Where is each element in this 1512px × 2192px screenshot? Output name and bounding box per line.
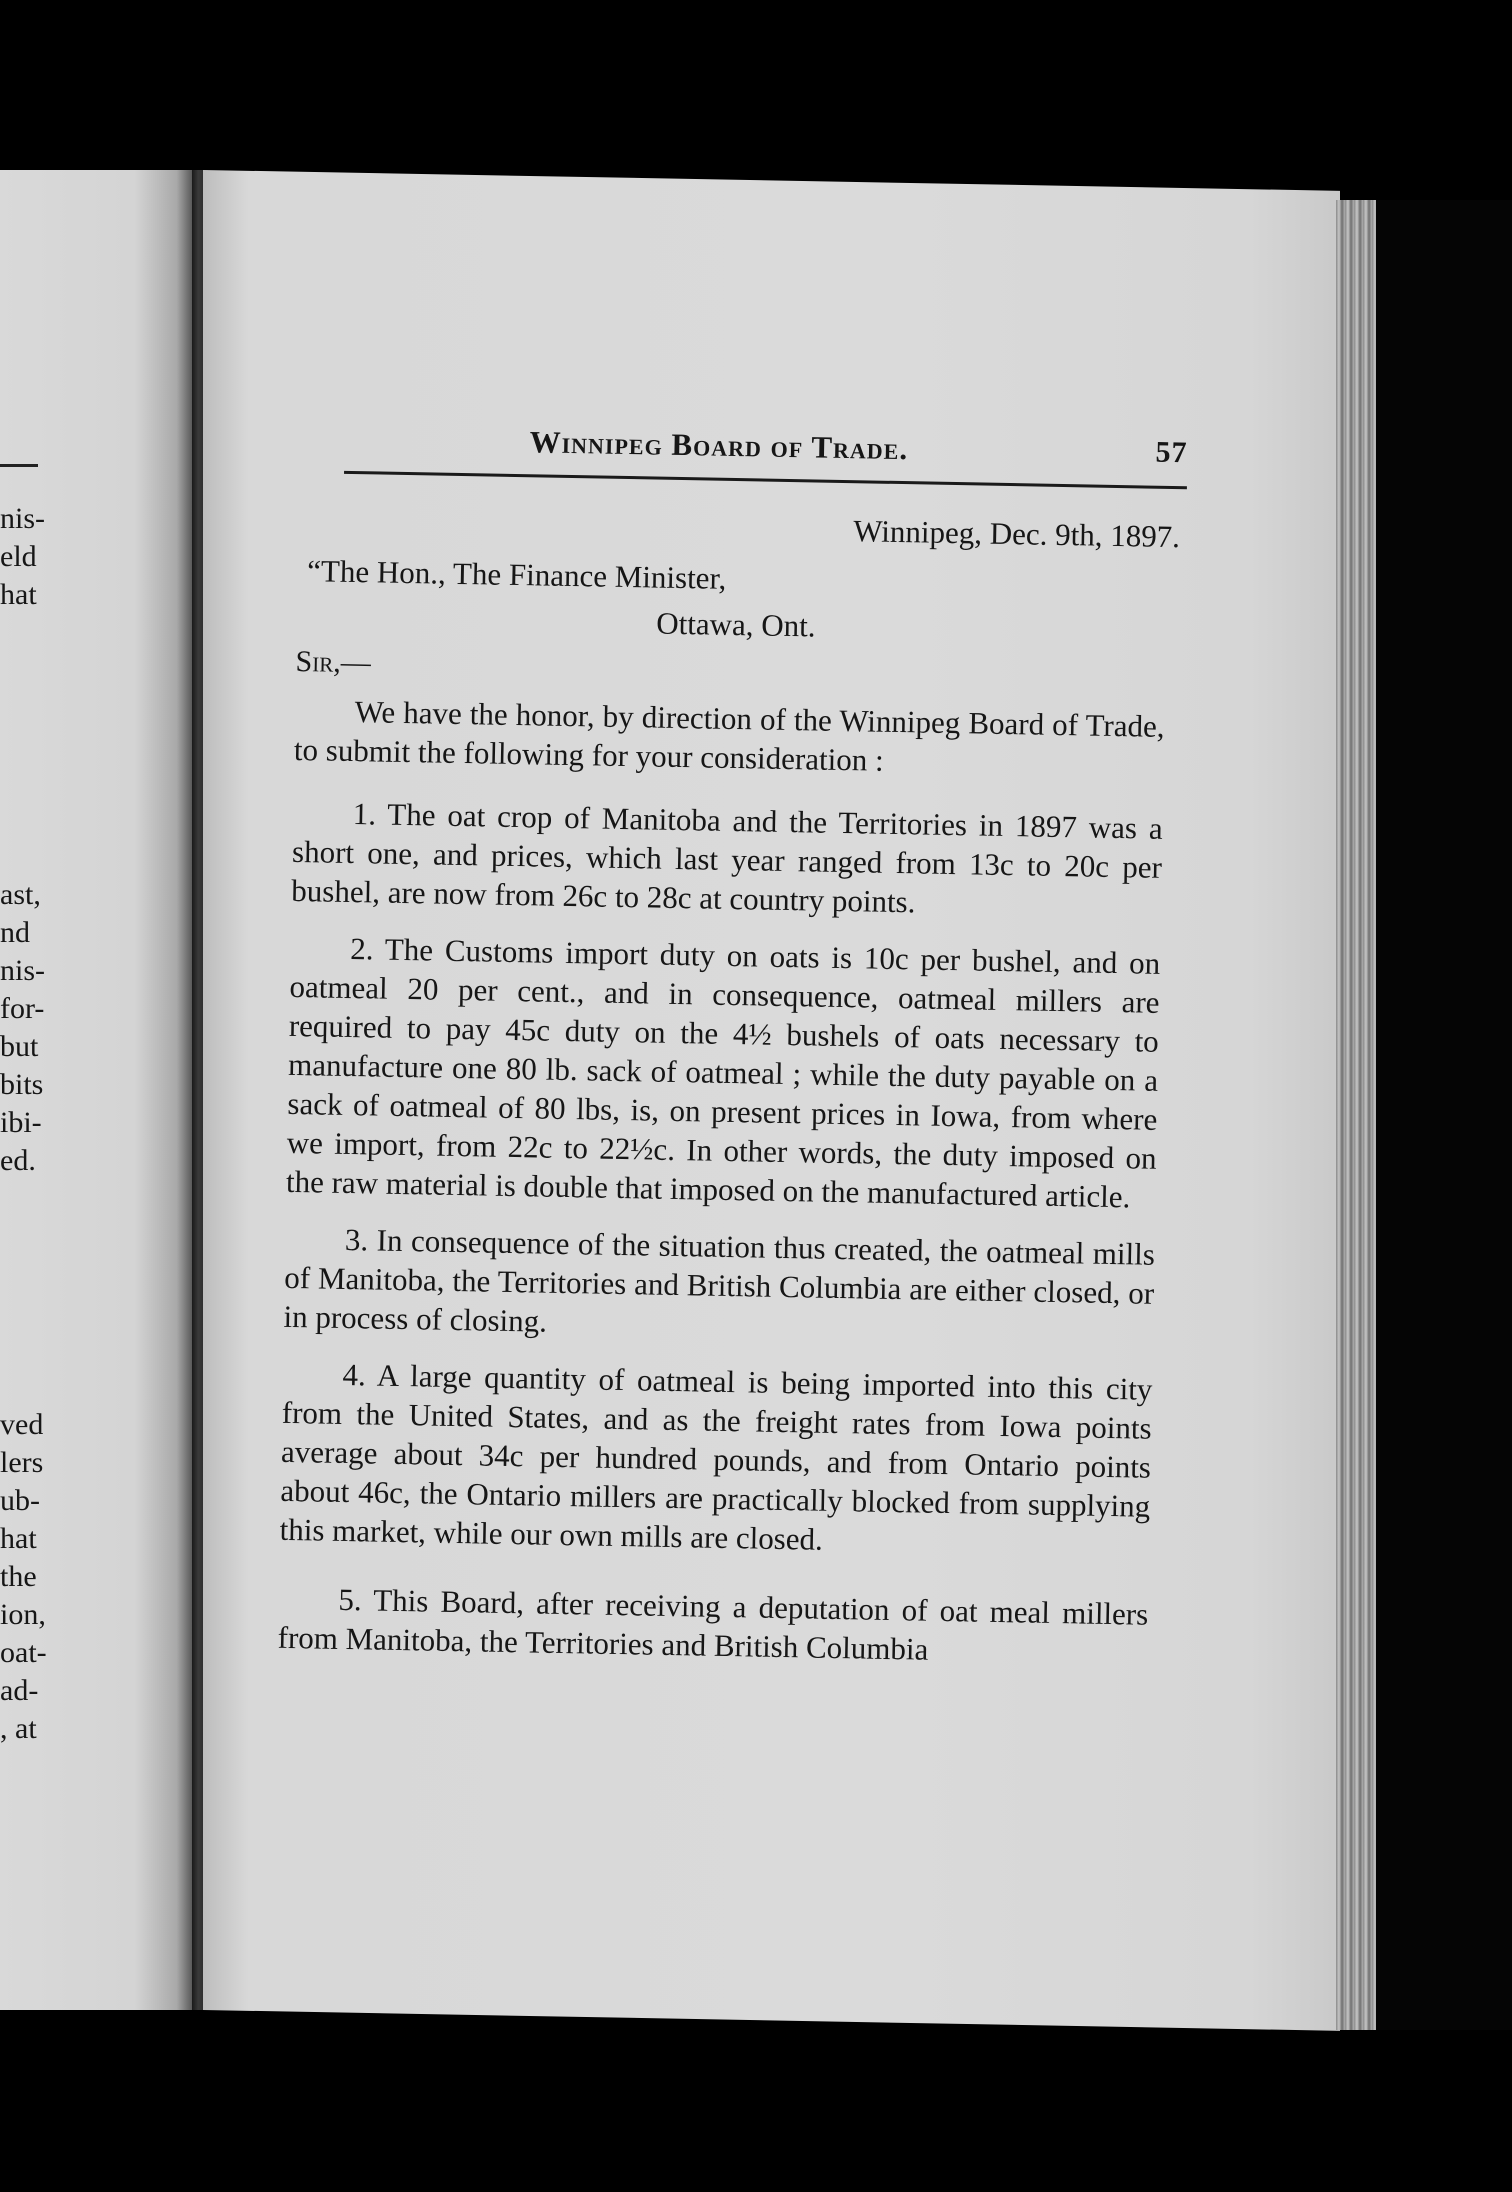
left-fragment: nis- — [0, 502, 45, 535]
left-fragment: for- — [0, 992, 45, 1025]
left-fragment: hat — [0, 578, 37, 611]
left-fragment: ion, — [0, 1598, 46, 1631]
left-fragment: nd — [0, 916, 30, 949]
letter-salutation: Sir,— — [295, 644, 372, 680]
letter-paragraph-3: 3. In consequence of the situation thus created, the oatmeal mills of Manitoba, the Territories and British Columbia are either closed, or in process of closing. — [283, 1221, 1156, 1339]
page-number: 57 — [1155, 435, 1188, 470]
left-fragment: eld — [0, 540, 37, 573]
letter-addressee: “The Hon., The Finance Minister, — [306, 553, 727, 596]
letter-paragraph-4: 4. A large quantity of oatmeal is being imported into this city from the United States, and as the freight rates from Iowa points average about 34c per hundred pounds, and from Ontario points about 46c, the Ontario millers are practically blocked from supplying this market, while our own mills are closed. — [279, 1356, 1153, 1557]
left-fragment: bits — [0, 1068, 44, 1101]
left-page-rule — [0, 464, 38, 467]
left-fragment: ed. — [0, 1144, 36, 1177]
letter-intro: We have the honor, by direction of the Winnipeg Board of Trade, to submit the following for your consideration : — [293, 694, 1165, 778]
page-edges — [1336, 200, 1376, 2030]
page-content — [277, 420, 1188, 1673]
letter-address-place: Ottawa, Ont. — [656, 605, 816, 644]
left-fragment: ad- — [0, 1674, 39, 1707]
left-fragment: , at — [0, 1712, 37, 1745]
letter-paragraph-2: 2. The Customs import duty on oats is 10c per bushel, and on oatmeal 20 per cent., and in consequence, oatmeal millers are required to pay 45c duty on the 4½ bushels of oats necessary to manufacture one 80 lb. sack of oatmeal ; while the duty payable on a sack of oatmeal of 80 lbs, is, on present prices in Iowa, from where we import, from 22c to 22½c. In other words, the duty imposed on the raw material is double that imposed on the manufactured article. — [285, 931, 1161, 1215]
left-fragment: ub- — [0, 1484, 40, 1517]
left-fragment: but — [0, 1030, 39, 1063]
left-fragment: ved — [0, 1408, 44, 1441]
letter-paragraph-5: 5. This Board, after receiving a deputation of oat meal millers from Manitoba, the Territories and British Columbia — [277, 1581, 1149, 1667]
left-fragment: lers — [0, 1446, 44, 1479]
left-fragment: the — [0, 1560, 37, 1593]
left-fragment: nis- — [0, 954, 45, 987]
left-fragment: ibi- — [0, 1106, 42, 1139]
letter-date: Winnipeg, Dec. 9th, 1897. — [852, 513, 1181, 555]
left-fragment: oat- — [0, 1636, 47, 1669]
letter-paragraph-1: 1. The oat crop of Manitoba and the Territories in 1897 was a short one, and prices, which last year ranged from 13c to 20c per bushel, are now from 26c to 28c at country points. — [291, 796, 1163, 920]
running-head-title: Winnipeg Board of Trade. — [529, 424, 909, 467]
scan-margin-right — [1376, 200, 1512, 2030]
left-fragment: ast, — [0, 878, 41, 911]
left-fragment: hat — [0, 1522, 37, 1555]
left-facing-page — [0, 170, 192, 2010]
